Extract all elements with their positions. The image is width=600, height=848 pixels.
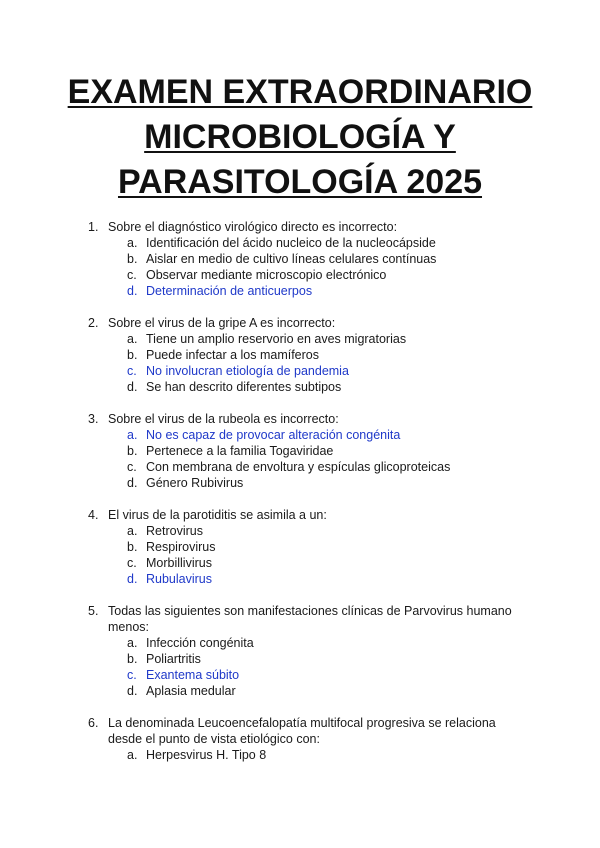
- question-item: [0, 219, 600, 299]
- option-text: Observar mediante microscopio electrónico: [146, 268, 387, 282]
- option-text: Género Rubivirus: [146, 476, 244, 490]
- option-text: Determinación de anticuerpos: [146, 284, 313, 298]
- question-text: Todas las siguientes son manifestaciones clínicas de Parvovirus humano menos:: [108, 604, 512, 634]
- option-text: No es capaz de provocar alteración congénita: [146, 428, 401, 442]
- answer-option: [0, 475, 600, 491]
- option-text: Poliartritis: [146, 652, 201, 666]
- option-text: Morbillivirus: [146, 556, 212, 570]
- option-text: Aplasia medular: [146, 684, 236, 698]
- option-text: No involucran etiología de pandemia: [146, 364, 349, 378]
- option-letter: d.: [127, 380, 138, 394]
- answer-option: [0, 459, 600, 475]
- option-letter: d.: [127, 684, 138, 698]
- question-item: [0, 315, 600, 395]
- question-number: 1.: [88, 220, 99, 234]
- answer-option-correct: [0, 427, 600, 443]
- answer-option-correct: [0, 283, 600, 299]
- page-title: [0, 70, 600, 205]
- answer-option-correct: [0, 667, 600, 683]
- option-text: Con membrana de envoltura y espículas glicoproteicas: [146, 460, 451, 474]
- option-letter: b.: [127, 444, 138, 458]
- option-letter: b.: [127, 540, 138, 554]
- option-letter: a.: [127, 332, 138, 346]
- question-stem: [0, 603, 528, 635]
- option-letter: d.: [127, 476, 138, 490]
- option-text: Exantema súbito: [146, 668, 240, 682]
- option-letter: c.: [127, 460, 137, 474]
- option-letter: c.: [127, 668, 137, 682]
- option-text: Rubulavirus: [146, 572, 213, 586]
- answer-option-correct: [0, 571, 600, 587]
- question-item: [0, 603, 600, 699]
- answer-option: [0, 523, 600, 539]
- option-text: Herpesvirus H. Tipo 8: [146, 748, 267, 762]
- option-text: Pertenece a la familia Togaviridae: [146, 444, 334, 458]
- option-letter: d.: [127, 572, 138, 586]
- answer-option: [0, 235, 600, 251]
- title-line-1: EXAMEN EXTRAORDINARIO: [67, 73, 533, 111]
- question-item: [0, 507, 600, 587]
- question-stem: [0, 507, 528, 523]
- option-text: Puede infectar a los mamíferos: [146, 348, 319, 362]
- option-letter: a.: [127, 524, 138, 538]
- answer-option: [0, 379, 600, 395]
- answer-option: [0, 331, 600, 347]
- question-text: Sobre el virus de la rubeola es incorrecto:: [108, 412, 339, 426]
- question-number: 5.: [88, 604, 99, 618]
- option-text: Aislar en medio de cultivo líneas celulares contínuas: [146, 252, 437, 266]
- title-line-2: MICROBIOLOGÍA Y: [144, 118, 456, 156]
- option-letter: b.: [127, 252, 138, 266]
- option-letter: b.: [127, 348, 138, 362]
- question-text: Sobre el virus de la gripe A es incorrecto:: [108, 316, 336, 330]
- title-line-3: PARASITOLOGÍA 2025: [117, 163, 483, 201]
- answer-option: [0, 267, 600, 283]
- question-stem: [0, 219, 528, 235]
- option-text: Se han descrito diferentes subtipos: [146, 380, 342, 394]
- option-letter: c.: [127, 268, 137, 282]
- answer-option: [0, 635, 600, 651]
- question-item: [0, 411, 600, 491]
- option-letter: c.: [127, 556, 137, 570]
- question-number: 4.: [88, 508, 99, 522]
- answer-option: [0, 747, 600, 763]
- answer-option: [0, 251, 600, 267]
- question-number: 3.: [88, 412, 99, 426]
- question-stem: [0, 315, 528, 331]
- answer-option: [0, 443, 600, 459]
- option-text: Respirovirus: [146, 540, 216, 554]
- option-text: Infección congénita: [146, 636, 254, 650]
- option-letter: a.: [127, 636, 138, 650]
- question-number: 6.: [88, 716, 99, 730]
- question-text: El virus de la parotiditis se asimila a un:: [108, 508, 327, 522]
- question-stem: [0, 715, 528, 747]
- answer-option: [0, 683, 600, 699]
- option-text: Tiene un amplio reservorio en aves migratorias: [146, 332, 407, 346]
- question-item: [0, 715, 600, 763]
- option-letter: b.: [127, 652, 138, 666]
- question-number: 2.: [88, 316, 99, 330]
- option-text: Retrovirus: [146, 524, 203, 538]
- answer-option: [0, 555, 600, 571]
- option-text: Identificación del ácido nucleico de la nucleocápside: [146, 236, 436, 250]
- answer-option: [0, 539, 600, 555]
- option-letter: d.: [127, 284, 138, 298]
- question-list: [0, 219, 600, 779]
- question-text: Sobre el diagnóstico virológico directo es incorrecto:: [108, 220, 398, 234]
- option-letter: c.: [127, 364, 137, 378]
- option-letter: a.: [127, 428, 138, 442]
- answer-option-correct: [0, 363, 600, 379]
- question-stem: [0, 411, 528, 427]
- option-letter: a.: [127, 748, 138, 762]
- option-letter: a.: [127, 236, 138, 250]
- answer-option: [0, 651, 600, 667]
- question-text: La denominada Leucoencefalopatía multifocal progresiva se relaciona desde el punto de vista etiológico con:: [108, 716, 496, 746]
- answer-option: [0, 347, 600, 363]
